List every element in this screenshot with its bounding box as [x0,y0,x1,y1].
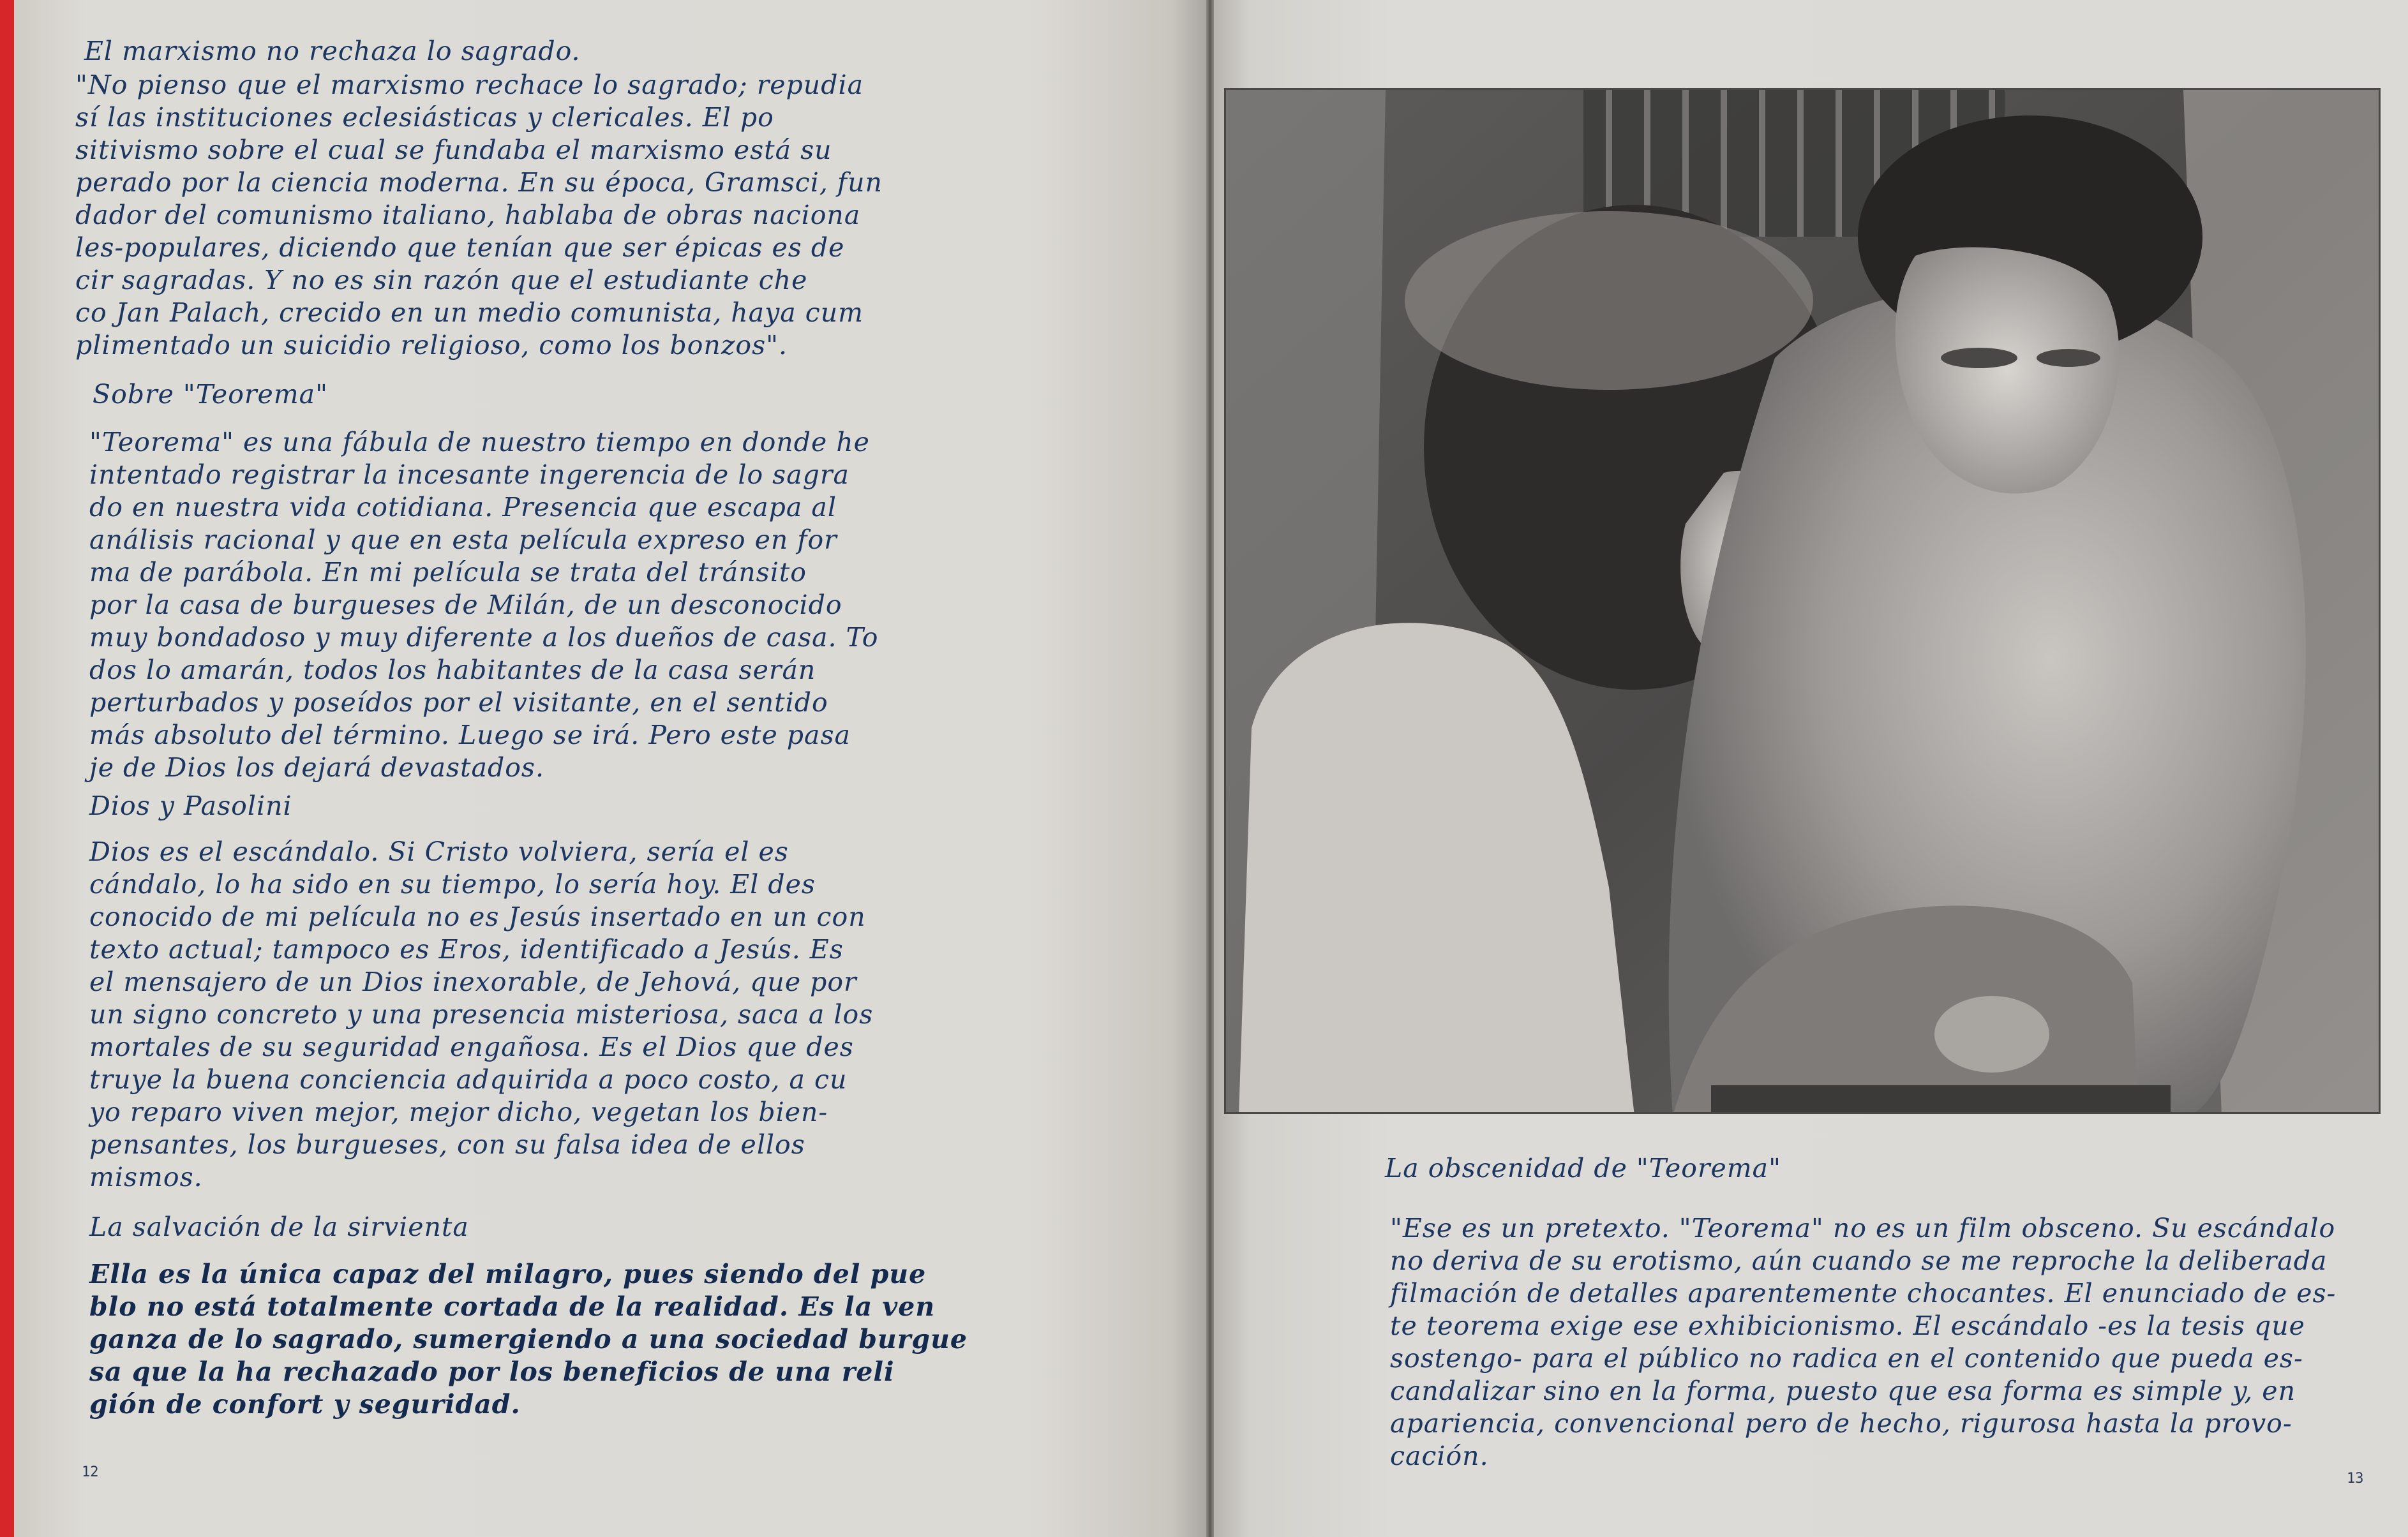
text-line: do en nuestra vida cotidiana. Presencia que escapa al [89,492,837,523]
text-line: sa que la ha rechazado por los beneficios de una reli [89,1356,895,1387]
text-line: sitivismo sobre el cual se fundaba el marxismo está su [75,135,832,165]
text-line: cación. [1390,1441,1489,1471]
text-line: ma de parábola. En mi película se trata del tránsito [89,557,807,588]
text-line: análisis racional y que en esta película expreso en for [89,524,837,555]
section-obscenidad-text [1390,1212,2347,1473]
text-line: apariencia, convencional pero de hecho, rigurosa hasta la provo- [1390,1408,2292,1439]
text-line: muy bondadoso y muy diferente a los dueños de casa. To [89,622,879,653]
heading-salvacion-sirvienta: La salvación de la sirvienta [89,1212,469,1242]
text-line: je de Dios los dejará devastados. [89,752,544,783]
photo-illustration [1226,90,2381,1114]
book-gutter [1206,0,1214,1537]
text-line: plimentado un suicidio religioso, como los bonzos". [75,330,788,360]
film-still-photo [1224,88,2381,1114]
text-line: co Jan Palach, crecido en un medio comunista, haya cum [75,297,864,328]
text-line: por la casa de burgueses de Milán, de un desconocido [89,590,842,620]
text-line: dos lo amarán, todos los habitantes de la casa serán [89,655,816,685]
text-line: Ella es la única capaz del milagro, pues siendo del pue [89,1259,927,1289]
text-line: gión de confort y seguridad. [89,1389,521,1420]
text-line: el mensajero de un Dios inexorable, de Jehová, que por [89,967,857,997]
text-line: te teorema exige ese exhibicionismo. El escándalo -es la tesis que [1390,1311,2305,1341]
text-line: pensantes, los burgueses, con su falsa idea de ellos [89,1129,805,1160]
text-line: "No pienso que el marxismo rechace lo sagrado; repudia [75,70,864,100]
text-line: ganza de lo sagrado, sumergiendo a una sociedad burgue [89,1324,968,1355]
heading-teorema: Sobre "Teorema" [93,379,328,410]
text-line: sí las instituciones eclesiásticas y clericales. El po [75,102,774,133]
text-line: les-populares, diciendo que tenían que ser épicas es de [75,232,845,263]
section-teorema-text [89,426,913,784]
text-line: "Ese es un pretexto. "Teorema" no es un film obsceno. Su escándalo [1390,1213,2336,1244]
page-number-left: 12 [82,1464,99,1480]
text-line: un signo concreto y una presencia misteriosa, saca a los [89,999,874,1030]
section-sirvienta-text [89,1258,968,1421]
text-line: "Teorema" es una fábula de nuestro tiempo en donde he [89,427,870,457]
text-line: candalizar sino en la forma, puesto que esa forma es simple y, en [1390,1376,2296,1406]
text-line: filmación de detalles aparentemente chocantes. El enunciado de es- [1390,1278,2337,1309]
text-line: yo reparo viven mejor, mejor dicho, vegetan los bien- [89,1097,828,1127]
text-line: sostengo- para el público no radica en el contenido que pueda es- [1390,1343,2303,1374]
text-line: perado por la ciencia moderna. En su época, Gramsci, fun [75,167,883,198]
text-line: texto actual; tampoco es Eros, identificado a Jesús. Es [89,934,844,965]
text-line: blo no está totalmente cortada de la realidad. Es la ven [89,1291,936,1322]
text-line: Dios es el escándalo. Si Cristo volviera, sería el es [89,836,789,867]
text-line: mismos. [89,1162,203,1192]
red-cover-edge [0,0,14,1537]
section-dios-text [89,836,913,1194]
page-number-right: 13 [2347,1471,2364,1487]
text-line: cir sagradas. Y no es sin razón que el estudiante che [75,265,808,295]
text-line: cándalo, lo ha sido en su tiempo, lo sería hoy. El des [89,869,816,900]
heading-marxismo: El marxismo no rechaza lo sagrado. [84,36,581,66]
text-line: dador del comunismo italiano, hablaba de obras naciona [75,200,861,230]
text-line: mortales de su seguridad engañosa. Es el Dios que des [89,1032,854,1062]
photo-caption: La obscenidad de "Teorema" [1385,1153,1781,1184]
text-line: truye la buena conciencia adquirida a poco costo, a cu [89,1064,848,1095]
section-marxismo-text [75,69,899,362]
text-line: no deriva de su erotismo, aún cuando se me reproche la deliberada [1390,1245,2328,1276]
text-line: intentado registrar la incesante ingerencia de lo sagra [89,459,849,490]
text-line: conocido de mi película no es Jesús insertado en un con [89,902,866,932]
text-line: perturbados y poseídos por el visitante, en el sentido [89,687,828,718]
text-line: más absoluto del término. Luego se irá. Pero este pasa [89,720,851,750]
heading-dios-y-pasolini: Dios y Pasolini [89,791,292,821]
